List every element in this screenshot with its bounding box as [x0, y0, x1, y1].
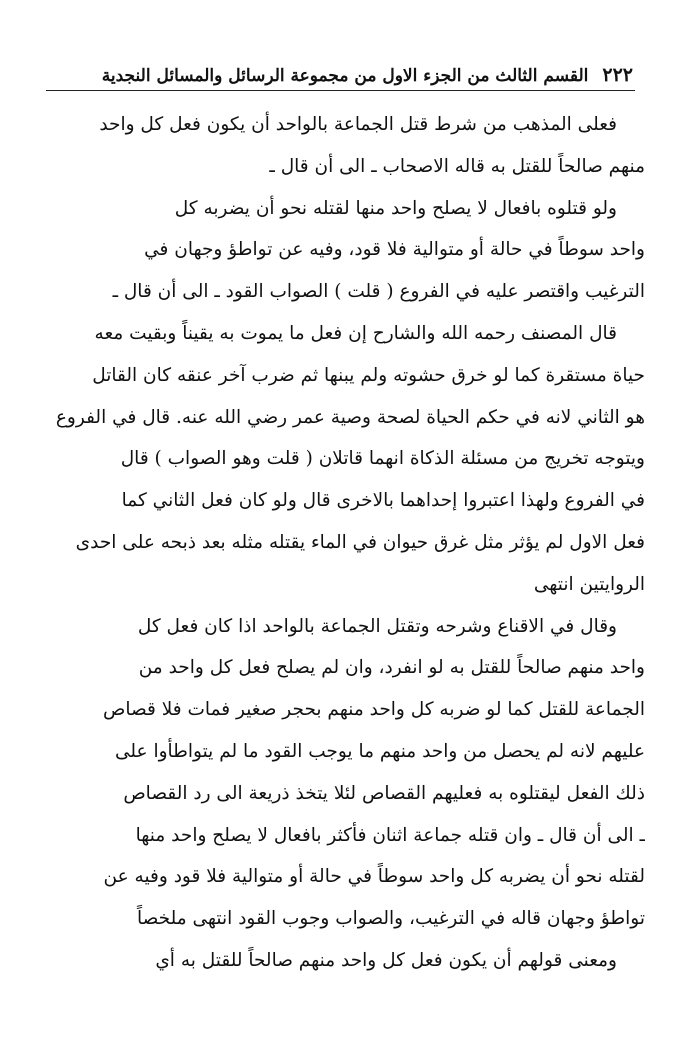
text-line: فعلى المذهب من شرط قتل الجماعة بالواحد أن يكون فعل كل واحد [99, 114, 617, 135]
body-text [22, 104, 645, 982]
running-header [48, 52, 633, 86]
text-line: حياة مستقرة كما لو خرق حشوته ولم يبنها ثم ضرب آخر عنقه كان القاتل [92, 364, 645, 386]
text-line: الجماعة للقتل كما لو ضربه كل واحد منهم بحجر صغير فمات فلا قصاص [102, 699, 645, 721]
text-line: ويتوجه تخريج من مسئلة الذكاة انهما قاتلان ( قلت وهو الصواب ) قال [120, 448, 645, 470]
text-line: منهم صالحاً للقتل به قاله الاصحاب ـ الى أن قال ـ [269, 155, 645, 177]
text-line: واحد منهم صالحاً للقتل به لو انفرد، وان لم يصلح فعل كل واحد من [138, 657, 645, 679]
text-line: هو الثاني لانه في حكم الحياة لصحة وصية عمر رضي الله عنه. قال في الفروع [55, 406, 645, 428]
header-rule [46, 90, 635, 91]
text-line: الروايتين انتهى [533, 573, 645, 595]
page-number: ٢٢٢ [602, 64, 633, 86]
text-line: في الفروع ولهذا اعتبروا إحداهما بالاخرى قال ولو كان فعل الثاني كما [121, 490, 645, 512]
text-line: عليهم لانه لم يحصل من واحد منهم ما يوجب القود ما لم يتواطأوا على [114, 740, 645, 762]
text-line: الترغيب واقتصر عليه في الفروع ( قلت ) الصواب القود ـ الى أن قال ـ [112, 281, 645, 303]
text-line: وقال في الاقناع وشرحه وتقتل الجماعة بالواحد اذا كان فعل كل [137, 615, 617, 637]
text-line: ومعنى قولهم أن يكون فعل كل واحد منهم صالحاً للقتل به أي [155, 949, 617, 971]
text-line: قال المصنف رحمه الله والشارح إن فعل ما يموت به يقيناً وبقيت معه [94, 322, 617, 344]
text-line: فعل الاول لم يؤثر مثل غرق حيوان في الماء يقتله مثله بعد ذبحه على احدى [75, 531, 645, 553]
text-line: ولو قتلوه بافعال لا يصلح واحد منها لقتله نحو أن يضربه كل [174, 197, 617, 219]
text-line: لقتله نحو أن يضربه كل واحد سوطاً في حالة أو متوالية فلا قود وفيه عن [103, 866, 645, 888]
text-line: ـ الى أن قال ـ وان قتله جماعة اثنان فأكثر بافعال لا يصلح واحد منها [135, 824, 645, 846]
text-line: تواطؤ وجهان قاله في الترغيب، والصواب وجوب القود انتهى ملخصاً [136, 908, 645, 930]
running-title: القسم الثالث من الجزء الاول من مجموعة الرسائل والمسائل النجدية [101, 66, 589, 86]
text-line: ذلك الفعل ليقتلوه به فعليهم القصاص لئلا يتخذ ذريعة الى رد القصاص [123, 782, 645, 804]
text-line: واحد سوطاً في حالة أو متوالية فلا قود، وفيه عن تواطؤ وجهان في [144, 239, 645, 261]
